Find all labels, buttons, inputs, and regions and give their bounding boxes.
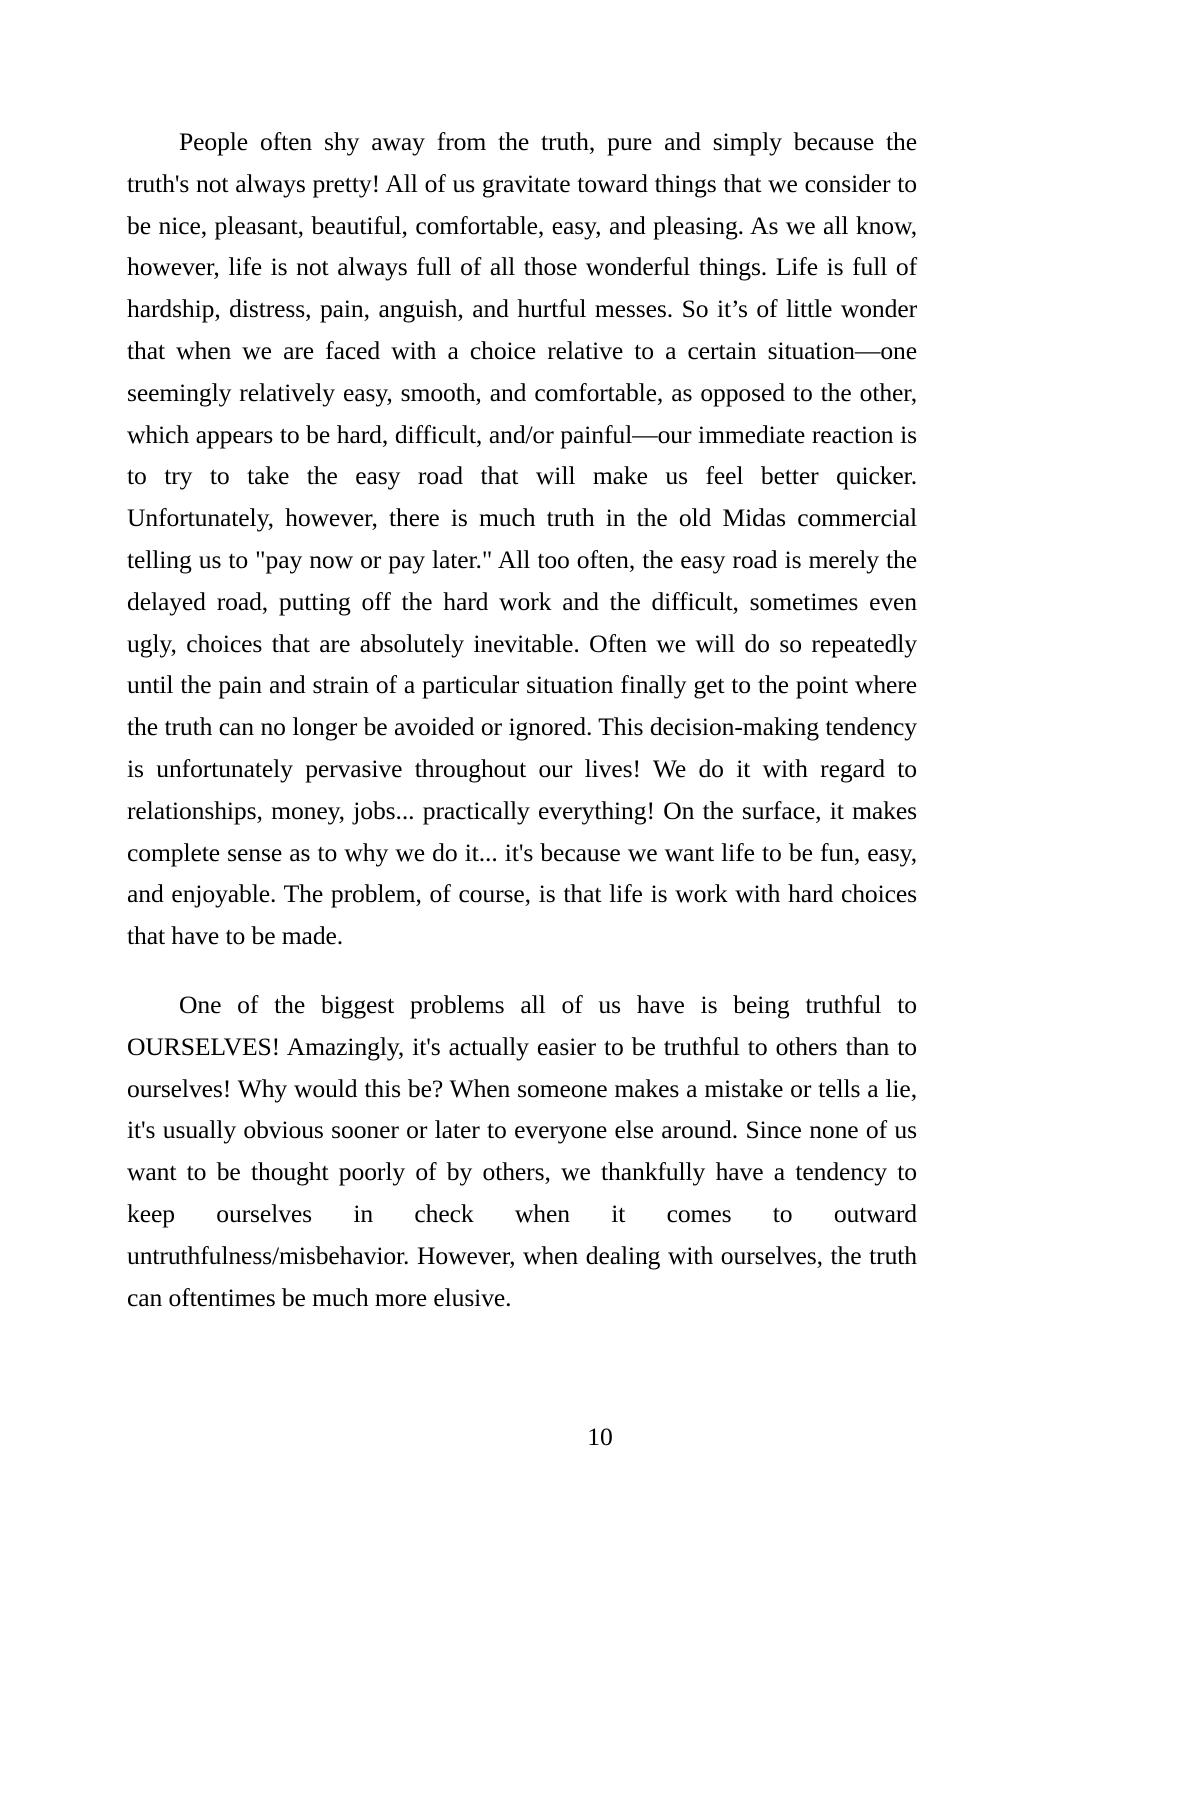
page-number: 10 xyxy=(587,1422,613,1451)
body-text-column xyxy=(127,121,917,1318)
body-paragraph-1: People often shy away from the truth, pure and simply because the truth's not always pretty! All of us gravitate toward things that we consider to be nice, pleasant, beautiful, comfortable, easy, and pleasing. As we all know, however, life is not always full of all those wonderful things. Life is full of hardship, distress, pain, anguish, and hurtful messes. So it’s of little wonder that when we are faced with a choice relative to a certain situation—one seemingly relatively easy, smooth, and comfortable, as opposed to the other, which appears to be hard, difficult, and/or painful—our immediate reaction is to try to take the easy road that will make us feel better quicker. Unfortunately, however, there is much truth in the old Midas commercial telling us to "pay now or pay later." All too often, the easy road is merely the delayed road, putting off the hard work and the difficult, sometimes even ugly, choices that are absolutely inevitable. Often we will do so repeatedly until the pain and strain of a particular situation finally get to the point where the truth can no longer be avoided or ignored. This decision-making tendency is unfortunately pervasive throughout our lives! We do it with regard to relationships, money, jobs... practically everything! On the surface, it makes complete sense as to why we do it... it's because we want life to be fun, easy, and enjoyable. The problem, of course, is that life is work with hard choices that have to be made. xyxy=(127,127,917,951)
body-paragraph-2: One of the biggest problems all of us have is being truthful to OURSELVES! Amazingly, it's actually easier to be truthful to others than to ourselves! Why would this be? When someone makes a mistake or tells a lie, it's usually obvious sooner or later to everyone else around. Since none of us want to be thought poorly of by others, we thankfully have a tendency to keep ourselves in check when it comes to outward untruthfulness/misbehavior. However, when dealing with ourselves, the truth can oftentimes be much more elusive. xyxy=(127,989,917,1312)
